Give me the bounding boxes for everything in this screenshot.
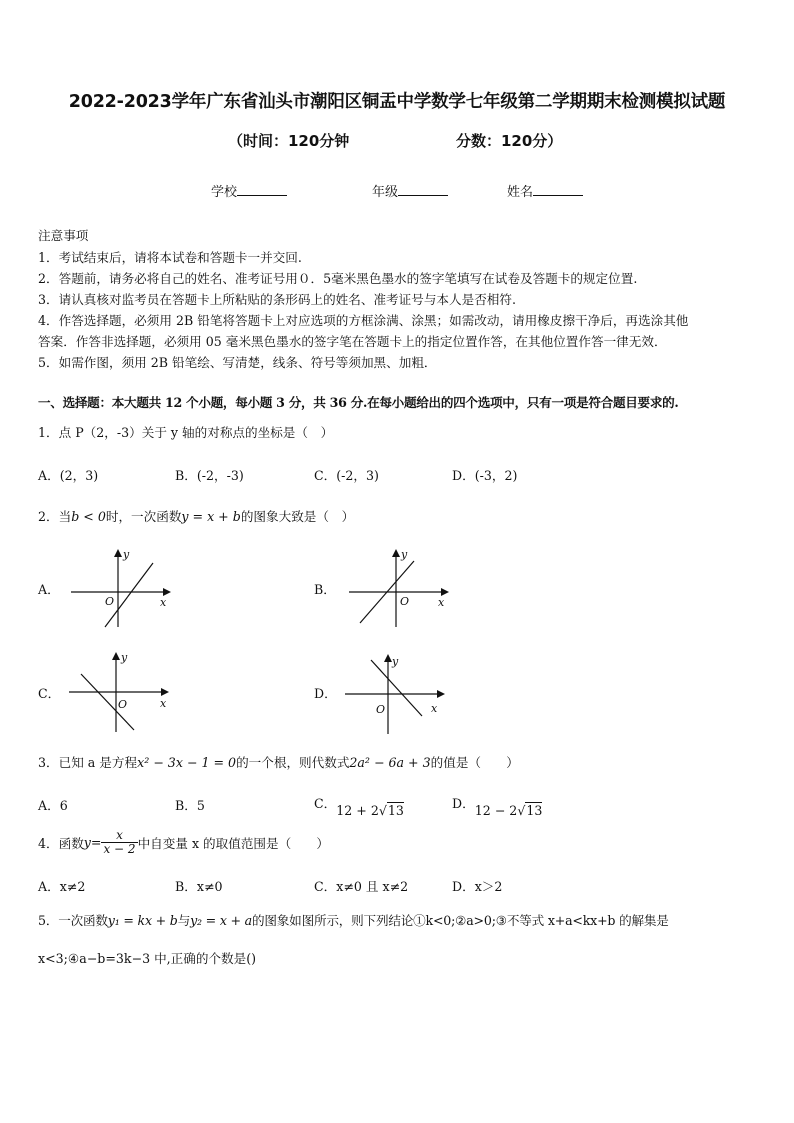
q4-denominator: x − 2 [103, 842, 136, 856]
x-axis-label: x [431, 702, 438, 715]
name-label: 姓名 [507, 185, 534, 200]
q5-post: 的图象如图所示，则下列结论①k<0;②a>0;③不等式 x+a<kx+b 的解集是 [252, 913, 669, 928]
q2-option-d-label: D． [314, 686, 337, 701]
q2-graph-b [346, 545, 456, 630]
origin-label: O [400, 595, 410, 608]
q3-post: 的值是（ ） [430, 755, 519, 770]
note-item: 5．如需作图，须用 2B 铅笔绘、写清楚，线条、符号等须加黑、加粗． [38, 355, 437, 370]
q3-equation: x² − 3x − 1 = 0 [137, 755, 237, 770]
y-axis-label: y [401, 548, 408, 561]
school-field [211, 181, 287, 200]
q2-mid: 时，一次函数 [105, 509, 182, 524]
q5-pre: 5．一次函数 [38, 913, 108, 928]
q3-expression: 2a² − 6a + 3 [349, 755, 431, 770]
q4-y: y= [83, 835, 102, 850]
q1-stem: 1．点 P（2，-3）关于 y 轴的对称点的坐标是（ ） [38, 425, 334, 440]
q4-option-d: D．x＞2 [452, 879, 503, 894]
q4-fraction [101, 829, 137, 856]
q2-post: 的图象大致是（ ） [240, 509, 355, 524]
school-blank [237, 183, 287, 196]
q4-post: 中自变量 x 的取值范围是（ ） [137, 836, 329, 851]
x-axis-label: x [438, 596, 445, 609]
name-blank [533, 183, 583, 196]
q3-option-d: D．12 − 2√13 [452, 796, 543, 818]
q2-graph-a [68, 545, 178, 630]
q4-numerator: x [101, 829, 137, 843]
note-item: 4．作答选择题，必须用 2B 铅笔将答题卡上对应选项的方框涂满、涂黑；如需改动，请用橡皮擦干净后，再选涂其他 [38, 313, 689, 328]
q3-option-b: B．5 [175, 798, 205, 813]
q3-mid: 的一个根，则代数式 [236, 755, 350, 770]
q3-option-d-value: 12 − 2 [474, 803, 518, 818]
origin-label: O [118, 698, 128, 711]
q5-y2: y₂ = x + a [190, 913, 252, 928]
q4-option-a: A．x≠2 [38, 879, 86, 894]
q4-option-c: C．x≠0 且 x≠2 [314, 879, 409, 894]
q3-option-c: C．12 + 2√13 [314, 796, 404, 818]
q1-option-a: A．(2，3) [38, 468, 99, 483]
note-item: 2．答题前，请务必将自己的姓名、准考证号用０．5毫米黑色墨水的签字笔填写在试卷及答题卡的规定位置. [38, 271, 638, 286]
q2-option-a-label: A． [38, 582, 60, 597]
name-field [507, 181, 583, 200]
q2-condition: b < 0 [71, 509, 106, 524]
x-axis-label: x [160, 697, 167, 710]
y-axis-label: y [121, 651, 128, 664]
q2-stem [38, 506, 354, 525]
origin-label: O [105, 595, 115, 608]
q3-option-d-radicand: 13 [526, 803, 543, 818]
q2-function: y = x + b [181, 509, 241, 524]
note-item: 答案．作答非选择题，必须用 05 毫米黑色墨水的签字笔在答题卡上的指定位置作答，在其他位置作答一律无效． [38, 334, 667, 349]
q5-stem-line2: x<3;④a−b=3k−3 中,正确的个数是() [38, 951, 257, 966]
time-label: （时间：120分钟 [228, 132, 350, 150]
q3-option-c-value: 12 + 2 [336, 803, 379, 818]
section-heading: 一、选择题：本大题共 12 个小题，每小题 3 分，共 36 分.在每小题给出的四个选项中，只有一项是符合题目要求的. [38, 395, 679, 410]
q3-option-d-label: D． [452, 796, 475, 811]
q4-pre: 4．函数 [38, 836, 84, 851]
x-axis-label: x [160, 596, 167, 609]
grade-field [372, 181, 448, 200]
q5-mid: 与 [177, 913, 191, 928]
notes-heading: 注意事项 [38, 228, 89, 243]
q3-option-a: A．6 [38, 798, 68, 813]
page-title: 2022-2023学年广东省汕头市潮阳区铜盂中学数学七年级第二学期期末检测模拟试题 [68, 92, 726, 112]
q4-stem [38, 829, 329, 856]
q3-option-c-label: C． [314, 796, 337, 811]
y-axis-label: y [392, 655, 399, 668]
q2-option-b-label: B． [314, 582, 336, 597]
score-label: 分数：120分） [456, 132, 563, 150]
q5-stem-line1 [38, 910, 669, 929]
q3-stem [38, 752, 519, 771]
grade-blank [398, 183, 448, 196]
q2-pre: 2．当 [38, 509, 72, 524]
grade-label: 年级 [372, 185, 399, 200]
q2-graph-d [342, 650, 452, 740]
q5-y1: y₁ = kx + b [107, 913, 178, 928]
q3-pre: 3．已知 a 是方程 [38, 755, 138, 770]
origin-label: O [376, 703, 386, 716]
q1-option-b: B．(-2，-3) [175, 468, 244, 483]
note-item: 3．请认真核对监考员在答题卡上所粘贴的条形码上的姓名、准考证号与本人是否相符. [38, 292, 516, 307]
q2-graph-c [66, 648, 176, 738]
q1-option-c: C．(-2，3) [314, 468, 379, 483]
y-axis-label: y [123, 548, 130, 561]
q1-option-d: D．(-3，2) [452, 468, 518, 483]
q4-option-b: B．x≠0 [175, 879, 223, 894]
school-label: 学校 [211, 185, 238, 200]
q3-option-c-radicand: 13 [387, 803, 404, 818]
note-item: 1．考试结束后，请将本试卷和答题卡一并交回. [38, 250, 302, 265]
q2-option-c-label: C． [38, 686, 61, 701]
